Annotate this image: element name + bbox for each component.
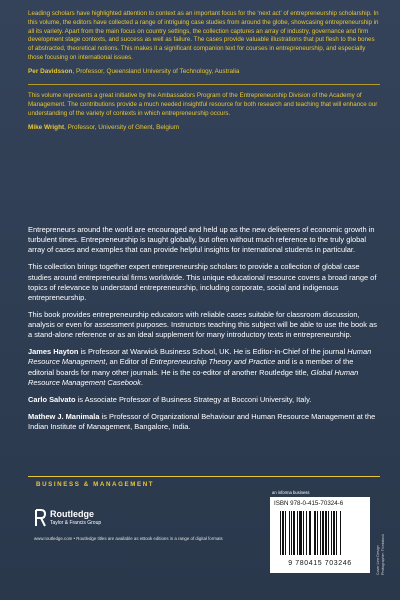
bio-name-hayton: James Hayton [28, 347, 79, 357]
praise-attribution-2 [28, 124, 380, 132]
praise-name-2: Mike Wright [28, 123, 65, 131]
praise-attribution-1 [28, 68, 380, 76]
barcode-bar [322, 511, 324, 555]
praise-divider [28, 84, 380, 85]
praise-quote-1: Leading scholars have highlighted attention to context as an important focus for the ‘next act’ of entrepreneurship scholarship. In this volume, the editors have collected a range of intriguing case studies from around the globe, showcasing entrepreneurship in all its variety. Apart from the main focus on country settings, the collection captures an array of industry, governance and firm development stage contexts, and success as well as failure. The cases provide valuable illustrations that put flesh to the bones of abstracted, theoretical notions. This makes it a significant companion text for courses in entrepreneurship, and especially those focusing on international issues. [28, 10, 379, 61]
bio-name-manimala: Mathew J. Manimala [28, 411, 100, 421]
barcode-bar [310, 511, 311, 555]
publisher-website: www.routledge.com • Routledge titles are available as eBook editions in a range of digital formats [34, 536, 223, 541]
barcode-bar [317, 511, 318, 555]
praise-section [28, 10, 380, 132]
description-paragraph-2: This collection brings together expert entrepreneurship scholars to provide a collection of global case studies around entrepreneurial firms worldwide. This unique educational resource covers a broad range of topics of relevance to understand entrepreneurship, including corporate, social and indigenous entrepreneurship. [28, 262, 377, 302]
subject-category: BUSINESS & MANAGEMENT [36, 481, 155, 488]
barcode-bar [333, 511, 335, 555]
praise-quote-2: This volume represents a great initiative by the Ambassadors Program of the Entrepreneurship Division of the Academy of Management. The contributions provide a much needed insightful resource for both research and teaching that will enhance our understanding of the variety of contexts in which entrepreneurship occurs. [28, 92, 378, 117]
barcode-bar [291, 511, 292, 555]
book-title: Global Human Resource Management Casebook [28, 367, 359, 387]
praise-name-1: Per Davidsson [28, 67, 73, 75]
barcode-bar [293, 511, 295, 555]
barcode-bar [325, 511, 328, 555]
barcode-bar [289, 511, 290, 555]
barcode-bar [340, 511, 341, 555]
barcode-bar [309, 511, 310, 555]
barcode-digits: 9 780415 703246 [288, 560, 352, 567]
praise-affiliation-2: , Professor, University of Ghent, Belgium [64, 123, 180, 131]
isbn-barcode [270, 497, 370, 573]
bio-mathew-manimala [28, 412, 380, 432]
bio-text: , an Editor of [105, 357, 150, 367]
bio-james-hayton [28, 347, 380, 388]
journal-title: Entrepreneurship Theory and Practice [149, 357, 276, 367]
cover-credit: Cover Line Design Photographer: Thinkstock [376, 534, 385, 575]
barcode-bar [280, 511, 281, 555]
barcode-bar [299, 511, 302, 555]
barcode-bar [303, 511, 304, 555]
bio-text: is Associate Professor of Business Strategy at Bocconi University, Italy. [75, 394, 312, 404]
barcode-bar [331, 511, 332, 555]
journal-title: Human Resource Management [28, 347, 372, 367]
publisher-logo [34, 509, 124, 531]
bio-text: is Professor at Warwick Business School, UK. He is Editor-in-Chief of the journal [78, 347, 348, 357]
description-paragraph-1: Entrepreneurs around the world are encouraged and held up as the new deliverers of economic growth in turbulent times. Entrepreneurship is taught globally, but often without much reference to the truly global array of cases and examples that can provide helpful insights for international students in particular. [28, 225, 375, 255]
bio-name-salvato: Carlo Salvato [28, 394, 76, 404]
routledge-logo-icon [34, 509, 47, 527]
bio-text: is Professor of Organizational Behaviour and Human Resource Management at the Indian Institute of Management, Bangalore, India. [28, 411, 376, 431]
barcode-bar [328, 511, 329, 555]
description-paragraph-3: This book provides entrepreneurship educators with reliable cases suitable for classroom discussion, analysis or even for assessment purposes. Instructors teaching this subject will be able to use the book as a stand-alone reference or as an ideal supplement for many introductory texts in entrepreneurship. [28, 309, 377, 340]
publisher-name: Routledge [50, 509, 94, 519]
barcode-bar [320, 511, 321, 555]
subject-rule [28, 476, 380, 477]
bio-text: . [140, 377, 143, 387]
barcode-bar [282, 511, 284, 555]
barcode-bar [314, 511, 316, 555]
description-section [28, 225, 380, 439]
barcode-bar [306, 511, 307, 555]
informa-label: an informa business [272, 490, 310, 495]
isbn-number: ISBN 978-0-415-70324-6 [274, 500, 344, 507]
praise-affiliation-1: , Professor, Queensland University of Technology, Australia [72, 67, 240, 75]
barcode-bars-icon [280, 511, 364, 559]
barcode-bar [297, 511, 298, 555]
barcode-bar [285, 511, 286, 555]
publisher-tagline: Taylor & Francis Group [50, 520, 102, 526]
bio-text: and is a member of the editorial boards for many other journals. He is the co-editor of another Routledge title, [28, 357, 354, 377]
bio-carlo-salvato [28, 395, 380, 405]
barcode-bar [336, 511, 337, 555]
